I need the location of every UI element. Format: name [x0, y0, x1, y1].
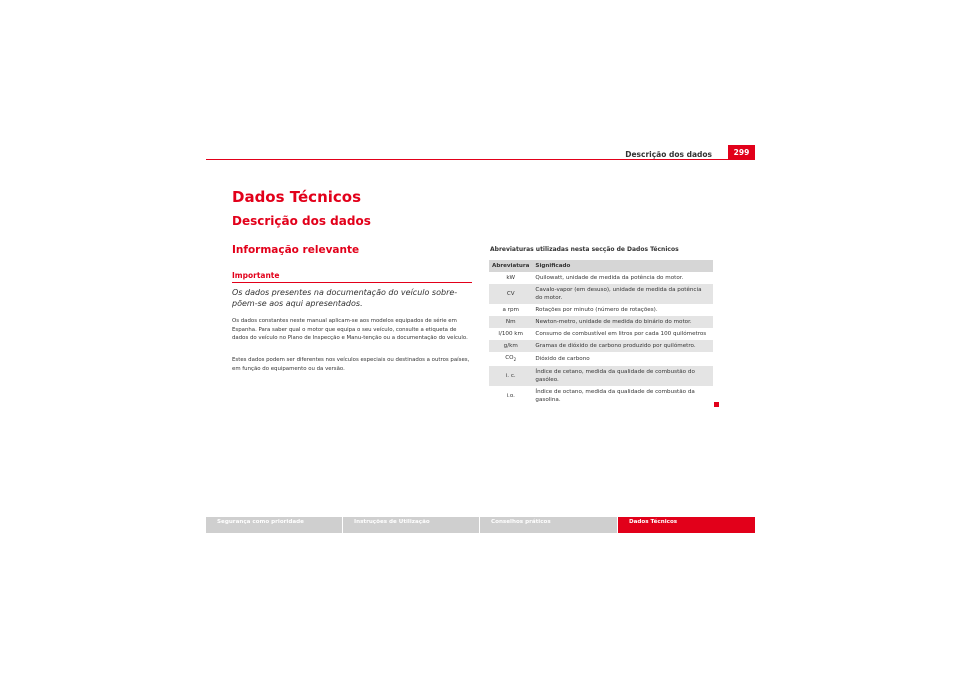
abbreviation-cell: i. c. [489, 366, 532, 386]
meaning-cell: Índice de octano, medida da qualidade de combustão da gasolina. [532, 386, 713, 406]
table-row [489, 352, 713, 366]
table-title: Abreviaturas utilizadas nesta secção de Dados Técnicos [490, 246, 679, 253]
important-divider [232, 282, 472, 283]
page-number-badge: 299 [728, 145, 755, 160]
tab-conselhos[interactable]: Conselhos práticos [480, 517, 617, 533]
meaning-cell: Índice de cetano, medida da qualidade de combustão do gasóleo. [532, 366, 713, 386]
meaning-cell: Newton-metro, unidade de medida do binário do motor. [532, 316, 713, 328]
table-row [489, 316, 713, 328]
section-end-marker [714, 402, 719, 407]
important-lead: Os dados presentes na documentação do veículo sobre-põem-se aos aqui apresentados. [232, 288, 458, 308]
table-row [489, 272, 713, 284]
table-row [489, 328, 713, 340]
abbreviation-cell: Nm [489, 316, 532, 328]
page-subtitle: Descrição dos dados [232, 214, 371, 228]
page-title: Dados Técnicos [232, 188, 362, 206]
meaning-cell: Quilowatt, unidade de medida da potência do motor. [532, 272, 713, 284]
header-divider [206, 159, 728, 160]
tab-seguranca[interactable]: Segurança como prioridade [206, 517, 342, 533]
subscript-digit: 2 [513, 357, 517, 363]
body-paragraph: Os dados constantes neste manual aplicam-se aos modelos equipados de série em Espanha. Para saber qual o motor que equipa o seu veículo, consulte a etiqueta de dados do veículo no Plano de Inspecção e Manu-tenção ou a documentação do veículo. [232, 318, 468, 342]
abbreviation-cell: g/km [489, 340, 532, 352]
table-row [489, 340, 713, 352]
table-row [489, 304, 713, 316]
table-row [489, 386, 713, 406]
abbreviation-cell: l/100 km [489, 328, 532, 340]
abbreviation-cell: CV [489, 284, 532, 304]
column-header-abbreviation: Abreviatura [489, 260, 532, 272]
table-row [489, 284, 713, 304]
meaning-cell: Cavalo-vapor (em desuso), unidade de medida da potência do motor. [532, 284, 713, 304]
abbreviation-cell: kW [489, 272, 532, 284]
abbreviations-table [489, 260, 713, 406]
table-header-row [489, 260, 713, 272]
meaning-cell: Consumo de combustível em litros por cada 100 quilómetros [532, 328, 713, 340]
meaning-cell: Rotações por minuto (número de rotações). [532, 304, 713, 316]
meaning-cell: Gramas de dióxido de carbono produzido por quilómetro. [532, 340, 713, 352]
abbreviation-cell: i.o. [489, 386, 532, 406]
body-paragraph: Estes dados podem ser diferentes nos veículos especiais ou destinados a outros países, em função do equipamento ou da versão. [232, 357, 470, 372]
important-heading: Importante [232, 271, 280, 280]
table-row [489, 366, 713, 386]
section-heading: Informação relevante [232, 244, 360, 256]
running-title: Descrição dos dados [625, 150, 712, 159]
tab-dados-tecnicos[interactable]: Dados Técnicos [618, 517, 755, 533]
abbreviation-cell: $CO_2$ [489, 352, 532, 366]
column-header-meaning: Significado [532, 260, 713, 272]
tab-instrucoes[interactable]: Instruções de Utilização [343, 517, 479, 533]
abbreviation-cell: a rpm [489, 304, 532, 316]
chapter-tabs [206, 517, 755, 533]
meaning-cell: Dióxido de carbono [532, 352, 713, 366]
